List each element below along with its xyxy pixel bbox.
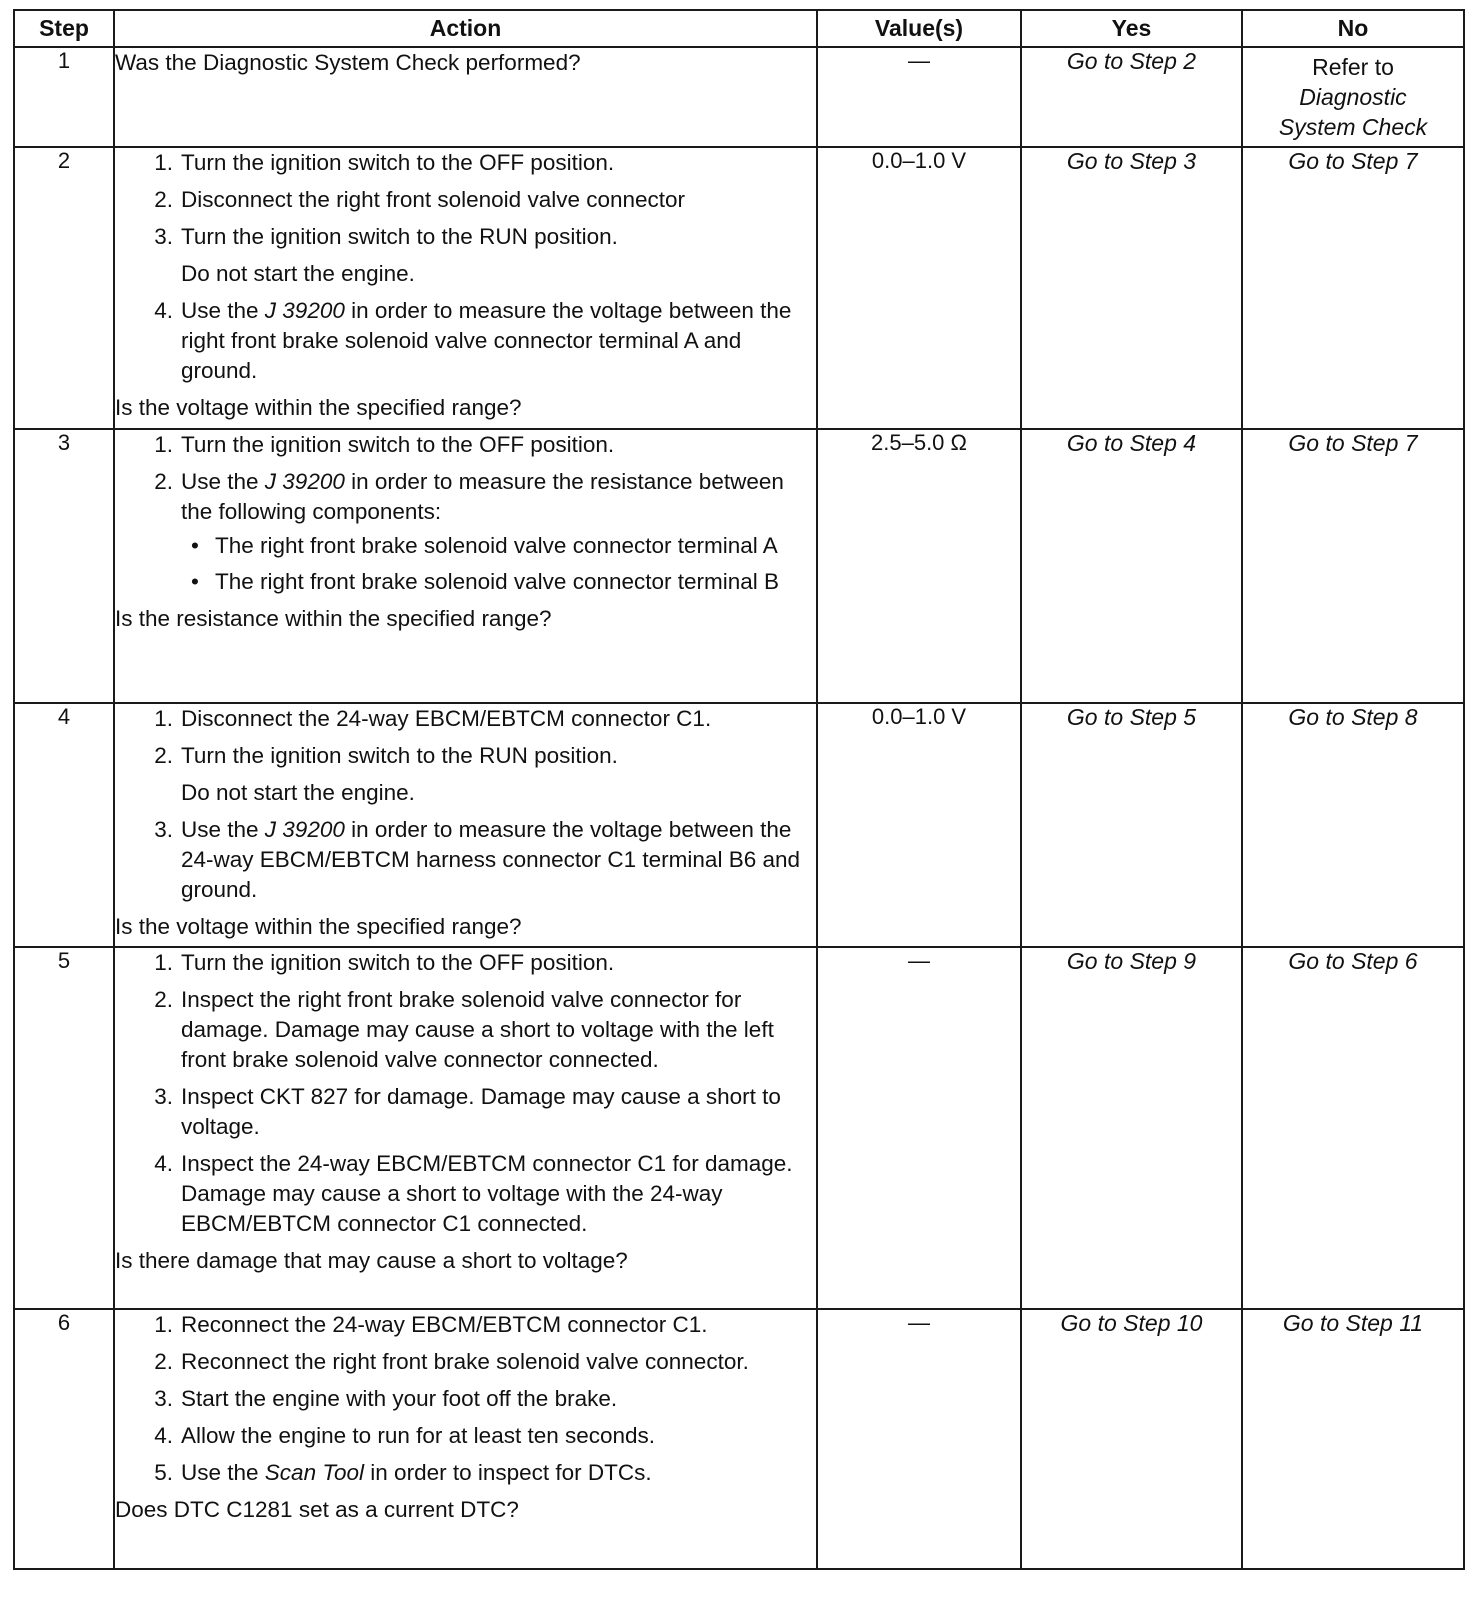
table-row (14, 147, 1464, 429)
step-number: 6 (14, 1309, 114, 1569)
no-cell: Go to Step 11 (1242, 1309, 1464, 1569)
action-cell (114, 1309, 817, 1569)
value-cell: — (817, 947, 1021, 1309)
step-number: 3 (14, 429, 114, 703)
action-item: 2. Inspect the right front brake solenoid valve connector for damage. Damage may cause a short to voltage with the left front brake solenoid valve connector connected. (154, 987, 774, 1072)
header-no: No (1242, 10, 1464, 47)
yes-cell: Go to Step 3 (1021, 147, 1242, 429)
yes-cell: Go to Step 10 (1021, 1309, 1242, 1569)
action-item: 3. Use the J 39200 in order to measure the voltage between the 24-way EBCM/EBTCM harness connector C1 terminal B6 and ground. (154, 817, 801, 902)
action-item: 4. Allow the engine to run for at least ten seconds. (154, 1423, 656, 1448)
action-question: Is there damage that may cause a short to voltage? (115, 1248, 628, 1273)
action-item: 5. Use the Scan Tool in order to inspect for DTCs. (154, 1460, 652, 1485)
action-item: 2. Use the J 39200 in order to measure the resistance between the following components: • The right front brake solenoid valve connector terminal A • The right front brake solenoid valve connector terminal B (115, 467, 816, 597)
action-cell (114, 147, 817, 429)
step-number: 1 (14, 47, 114, 147)
action-item: 3. Start the engine with your foot off the brake. (154, 1386, 618, 1411)
action-cell (114, 947, 817, 1309)
action-question: Is the voltage within the specified range? (115, 395, 522, 420)
action-cell (114, 429, 817, 703)
tool-name: Scan Tool (264, 1460, 365, 1485)
table-row (14, 1309, 1464, 1569)
no-refer-link-1: Diagnostic (1299, 84, 1407, 110)
action-item: 3. Turn the ignition switch to the RUN position. Do not start the engine. (154, 224, 618, 286)
header-row (14, 10, 1464, 47)
action-question: Is the voltage within the specified range? (115, 914, 522, 939)
action-question: Is the resistance within the specified range? (115, 606, 552, 631)
action-item: 1. Turn the ignition switch to the OFF position. (154, 432, 615, 457)
no-cell: Go to Step 7 (1242, 429, 1464, 703)
action-item: 1. Turn the ignition switch to the OFF position. (154, 950, 615, 975)
bullet-icon: • (191, 569, 199, 594)
value-cell: 2.5–5.0 Ω (817, 429, 1021, 703)
header-action: Action (114, 10, 817, 47)
no-cell (1242, 47, 1464, 147)
value-cell: 0.0–1.0 V (817, 703, 1021, 947)
step-number: 4 (14, 703, 114, 947)
tool-name: J 39200 (264, 817, 345, 842)
step-number: 2 (14, 147, 114, 429)
yes-cell: Go to Step 2 (1021, 47, 1242, 147)
action-item: 1. Disconnect the 24-way EBCM/EBTCM connector C1. (154, 706, 712, 731)
step-number: 5 (14, 947, 114, 1309)
action-question: Does DTC C1281 set as a current DTC? (115, 1497, 519, 1522)
action-item: 4. Use the J 39200 in order to measure the voltage between the right front brake solenoid valve connector terminal A and ground. (154, 298, 792, 383)
action-question: Was the Diagnostic System Check performed? (115, 50, 581, 75)
yes-cell: Go to Step 4 (1021, 429, 1242, 703)
table-row (14, 429, 1464, 703)
table-row (14, 703, 1464, 947)
value-cell: — (817, 47, 1021, 147)
table-row (14, 947, 1464, 1309)
bullet-icon: • (191, 533, 199, 558)
value-cell: 0.0–1.0 V (817, 147, 1021, 429)
no-cell: Go to Step 8 (1242, 703, 1464, 947)
bullet-item: • The right front brake solenoid valve connector terminal A (181, 531, 816, 561)
action-item: 2. Turn the ignition switch to the RUN position. Do not start the engine. (154, 743, 618, 805)
no-cell: Go to Step 6 (1242, 947, 1464, 1309)
action-item: 1. Reconnect the 24-way EBCM/EBTCM connector C1. (154, 1312, 708, 1337)
header-yes: Yes (1021, 10, 1242, 47)
action-item: 3. Inspect CKT 827 for damage. Damage may cause a short to voltage. (154, 1084, 781, 1139)
bullet-item: • The right front brake solenoid valve connector terminal B (181, 567, 816, 597)
action-cell (114, 703, 817, 947)
no-refer-prefix: Refer to (1312, 54, 1394, 80)
tool-name: J 39200 (264, 298, 345, 323)
yes-cell: Go to Step 5 (1021, 703, 1242, 947)
value-cell: — (817, 1309, 1021, 1569)
no-cell: Go to Step 7 (1242, 147, 1464, 429)
action-item: 1. Turn the ignition switch to the OFF position. (154, 150, 615, 175)
yes-cell: Go to Step 9 (1021, 947, 1242, 1309)
action-item: 4. Inspect the 24-way EBCM/EBTCM connector C1 for damage. Damage may cause a short to voltage with the 24-way EBCM/EBTCM connector C1 connected. (154, 1151, 793, 1236)
action-item: 2. Reconnect the right front brake solenoid valve connector. (154, 1349, 749, 1374)
diagnostic-table (13, 9, 1465, 1570)
tool-name: J 39200 (264, 469, 345, 494)
action-cell (114, 47, 817, 147)
table-row (14, 47, 1464, 147)
action-item: 2. Disconnect the right front solenoid valve connector (154, 187, 686, 212)
no-refer-link-2: System Check (1278, 114, 1428, 140)
header-values: Value(s) (817, 10, 1021, 47)
header-step: Step (14, 10, 114, 47)
